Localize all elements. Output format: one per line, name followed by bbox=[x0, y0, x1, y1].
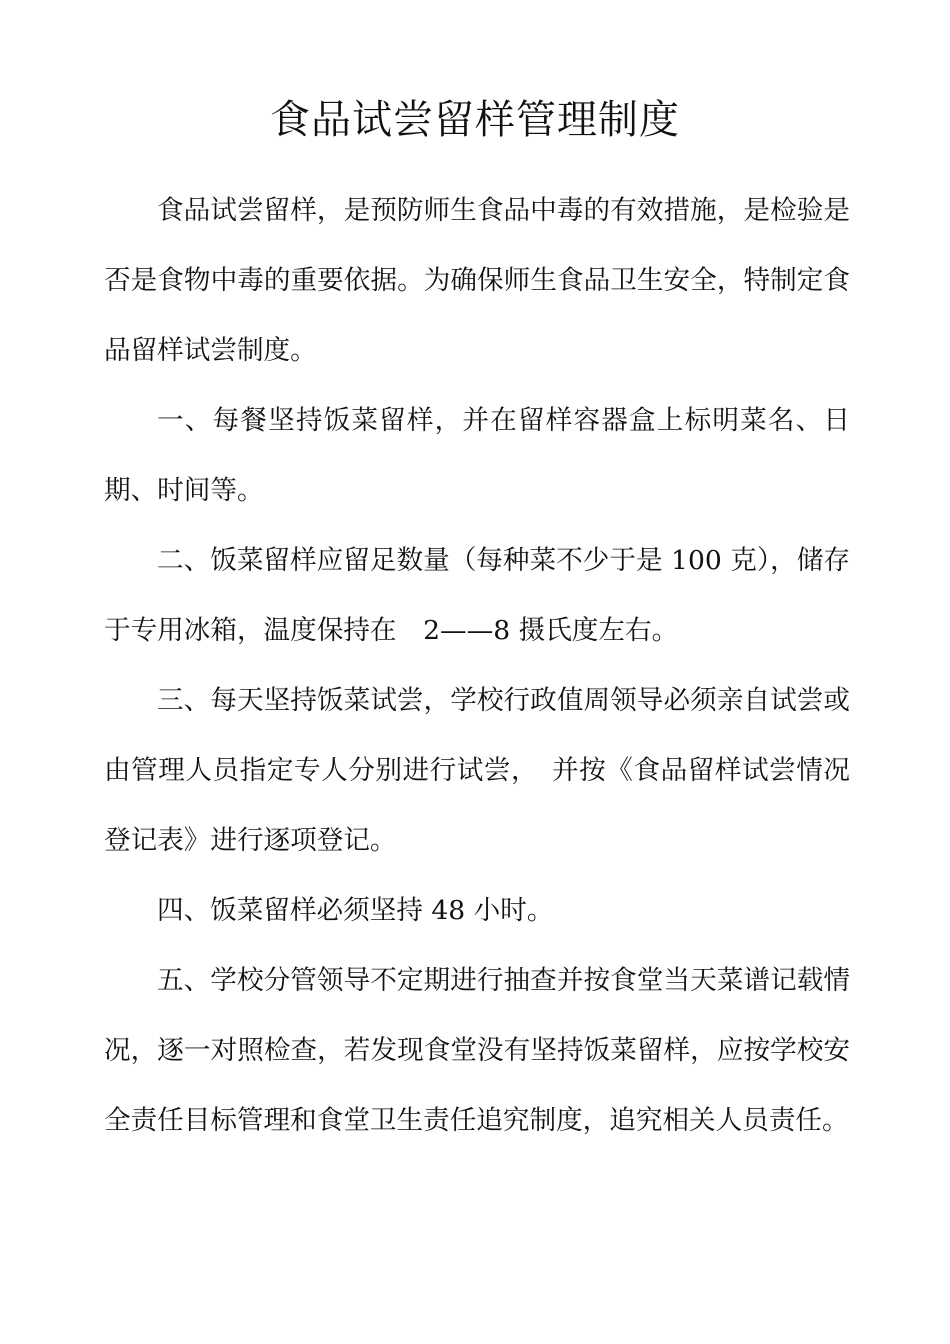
document-title: 食品试尝留样管理制度 bbox=[270, 97, 680, 143]
paragraph-rule-2: 二、饭菜留样应留足数量（每种菜不少于是 100 克），储存于专用冰箱，温度保持在 2——8 摄氏度左右。 bbox=[104, 545, 850, 646]
document-body bbox=[104, 176, 850, 1156]
paragraph-intro: 食品试尝留样，是预防师生食品中毒的有效措施，是检验是否是食物中毒的重要依据。为确保师生食品卫生安全，特制定食品留样试尝制度。 bbox=[104, 195, 850, 366]
paragraph-rule-1: 一、每餐坚持饭菜留样，并在留样容器盒上标明菜名、日期、时间等。 bbox=[104, 405, 850, 506]
paragraph-rule-5: 五、学校分管领导不定期进行抽查并按食堂当天菜谱记载情况，逐一对照检查，若发现食堂没有坚持饭菜留样，应按学校安全责任目标管理和食堂卫生责任追究制度，追究相关人员责任。 bbox=[104, 965, 850, 1136]
paragraph-rule-3: 三、每天坚持饭菜试尝，学校行政值周领导必须亲自试尝或由管理人员指定专人分别进行试尝， 并按《食品留样试尝情况登记表》进行逐项登记。 bbox=[104, 685, 850, 856]
paragraph-rule-4: 四、饭菜留样必须坚持 48 小时。 bbox=[157, 895, 554, 926]
